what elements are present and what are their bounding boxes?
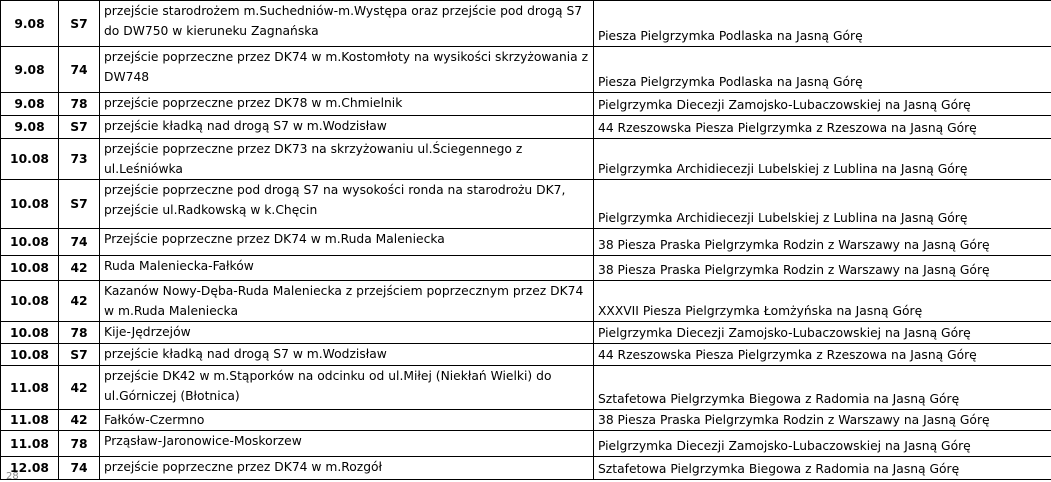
table-row bbox=[1, 344, 1051, 366]
pilgrimage-cell: Pielgrzymka Archidiecezji Lubelskiej z Lublina na Jasną Górę bbox=[594, 180, 1051, 229]
date-cell: 9.08 bbox=[1, 93, 59, 116]
description-cell: przejście poprzeczne przez DK74 w m.Kostomłoty na wysikości skrzyżowania z DW748 bbox=[100, 47, 594, 93]
pilgrimage-cell: 44 Rzeszowska Piesza Pielgrzymka z Rzeszowa na Jasną Górę bbox=[594, 344, 1051, 366]
date-cell: 9.08 bbox=[1, 47, 59, 93]
road-cell: S7 bbox=[59, 1, 100, 47]
road-cell: 78 bbox=[59, 322, 100, 344]
table-row bbox=[1, 322, 1051, 344]
table-row bbox=[1, 281, 1051, 322]
description-cell: Prząsław-Jaronowice-Moskorzew bbox=[100, 431, 594, 457]
description-cell: przejście poprzeczne pod drogą S7 na wysokości ronda na starodrożu DK7, przejście ul.Radkowską w k.Chęcin bbox=[100, 180, 594, 229]
description-cell: przejście poprzeczne przez DK78 w m.Chmielnik bbox=[100, 93, 594, 116]
pilgrimage-cell: XXXVII Piesza Pielgrzymka Łomżyńska na Jasną Górę bbox=[594, 281, 1051, 322]
road-cell: 42 bbox=[59, 410, 100, 431]
description-cell: przejście poprzeczne przez DK73 na skrzyżowaniu ul.Ściegennego z ul.Leśniówka bbox=[100, 139, 594, 180]
description-cell: Przejście poprzeczne przez DK74 w m.Ruda Maleniecka bbox=[100, 229, 594, 256]
road-cell: 42 bbox=[59, 281, 100, 322]
pilgrimage-cell: 38 Piesza Praska Pielgrzymka Rodzin z Warszawy na Jasną Górę bbox=[594, 256, 1051, 281]
table-row bbox=[1, 256, 1051, 281]
road-cell: 74 bbox=[59, 457, 100, 480]
road-cell: S7 bbox=[59, 180, 100, 229]
date-cell: 11.08 bbox=[1, 431, 59, 457]
date-cell: 11.08 bbox=[1, 410, 59, 431]
description-cell: przejście poprzeczne przez DK74 w m.Rozgół bbox=[100, 457, 594, 480]
pilgrimage-cell: Sztafetowa Pielgrzymka Biegowa z Radomia na Jasną Górę bbox=[594, 366, 1051, 410]
table-row bbox=[1, 457, 1051, 480]
description-cell: przejście starodrożem m.Suchedniów-m.Występa oraz przejście pod drogą S7 do DW750 w kieruneku Zagnańska bbox=[100, 1, 594, 47]
table-row bbox=[1, 229, 1051, 256]
table-row bbox=[1, 1, 1051, 47]
page-number: 28 bbox=[6, 472, 19, 482]
date-cell: 10.08 bbox=[1, 344, 59, 366]
pilgrimage-cell: Piesza Pielgrzymka Podlaska na Jasną Górę bbox=[594, 1, 1051, 47]
description-cell: przejście kładką nad drogą S7 w m.Wodzisław bbox=[100, 344, 594, 366]
pilgrimage-cell: 44 Rzeszowska Piesza Pielgrzymka z Rzeszowa na Jasną Górę bbox=[594, 116, 1051, 139]
table-row bbox=[1, 431, 1051, 457]
table-row bbox=[1, 116, 1051, 139]
pilgrimage-cell: Piesza Pielgrzymka Podlaska na Jasną Górę bbox=[594, 47, 1051, 93]
pilgrimage-cell: 38 Piesza Praska Pielgrzymka Rodzin z Warszawy na Jasną Górę bbox=[594, 229, 1051, 256]
road-cell: 42 bbox=[59, 256, 100, 281]
date-cell: 9.08 bbox=[1, 1, 59, 47]
date-cell: 9.08 bbox=[1, 116, 59, 139]
road-cell: S7 bbox=[59, 344, 100, 366]
date-cell: 11.08 bbox=[1, 366, 59, 410]
date-cell: 10.08 bbox=[1, 139, 59, 180]
pilgrimage-cell: 38 Piesza Praska Pielgrzymka Rodzin z Warszawy na Jasną Górę bbox=[594, 410, 1051, 431]
table-row bbox=[1, 93, 1051, 116]
description-cell: Fałków-Czermno bbox=[100, 410, 594, 431]
description-cell: Kazanów Nowy-Dęba-Ruda Maleniecka z przejściem poprzecznym przez DK74 w m.Ruda Maleniecka bbox=[100, 281, 594, 322]
date-cell: 10.08 bbox=[1, 281, 59, 322]
date-cell: 12.08 bbox=[1, 457, 59, 480]
road-cell: 78 bbox=[59, 431, 100, 457]
description-cell: Kije-Jędrzejów bbox=[100, 322, 594, 344]
pilgrimage-cell: Sztafetowa Pielgrzymka Biegowa z Radomia na Jasną Górę bbox=[594, 457, 1051, 480]
description-cell: Ruda Maleniecka-Fałków bbox=[100, 256, 594, 281]
pilgrimage-cell: Pielgrzymka Archidiecezji Lubelskiej z Lublina na Jasną Górę bbox=[594, 139, 1051, 180]
description-cell: przejście DK42 w m.Stąporków na odcinku od ul.Miłej (Niekłań Wielki) do ul.Górniczej (Błotnica) bbox=[100, 366, 594, 410]
pilgrimage-cell: Pielgrzymka Diecezji Zamojsko-Lubaczowskiej na Jasną Górę bbox=[594, 93, 1051, 116]
date-cell: 10.08 bbox=[1, 229, 59, 256]
date-cell: 10.08 bbox=[1, 322, 59, 344]
road-cell: 74 bbox=[59, 47, 100, 93]
road-cell: 74 bbox=[59, 229, 100, 256]
road-cell: 78 bbox=[59, 93, 100, 116]
road-cell: 42 bbox=[59, 366, 100, 410]
road-cell: 73 bbox=[59, 139, 100, 180]
table-row bbox=[1, 410, 1051, 431]
table-row bbox=[1, 47, 1051, 93]
date-cell: 10.08 bbox=[1, 180, 59, 229]
schedule-rows bbox=[1, 1, 1051, 480]
pilgrimage-cell: Pielgrzymka Diecezji Zamojsko-Lubaczowskiej na Jasną Górę bbox=[594, 322, 1051, 344]
description-cell: przejście kładką nad drogą S7 w m.Wodzisław bbox=[100, 116, 594, 139]
table-row bbox=[1, 139, 1051, 180]
road-cell: S7 bbox=[59, 116, 100, 139]
table-row bbox=[1, 180, 1051, 229]
date-cell: 10.08 bbox=[1, 256, 59, 281]
pilgrimage-cell: Pielgrzymka Diecezji Zamojsko-Lubaczowskiej na Jasną Górę bbox=[594, 431, 1051, 457]
table-row bbox=[1, 366, 1051, 410]
